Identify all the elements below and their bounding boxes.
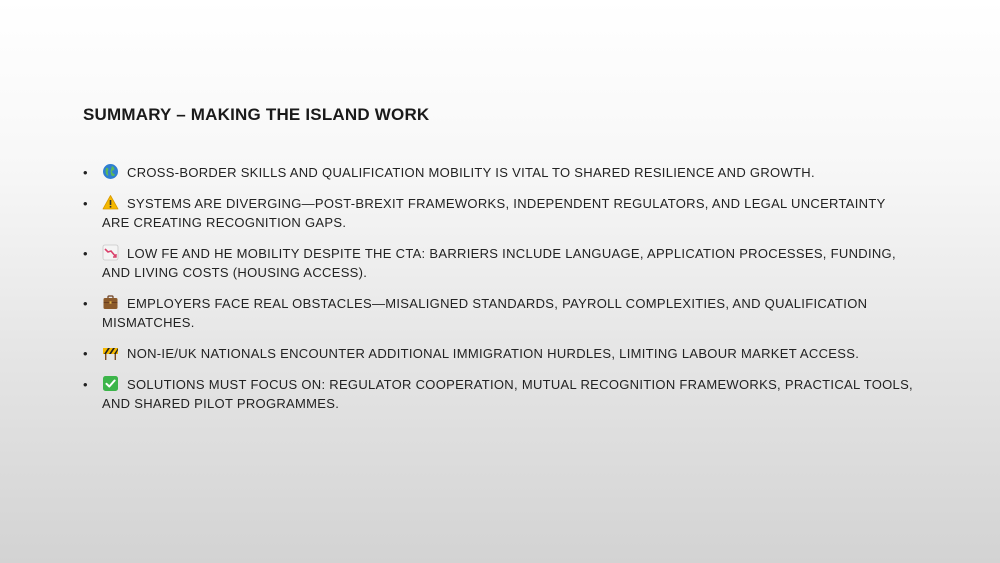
construction-barrier-icon xyxy=(102,344,119,361)
bullet-marker: • xyxy=(83,296,88,311)
bullet-marker: • xyxy=(83,246,88,261)
bullet-marker: • xyxy=(83,196,88,211)
bullet-item xyxy=(83,375,913,413)
bullet-text: SYSTEMS ARE DIVERGING—POST-BREXIT FRAMEWORKS, INDEPENDENT REGULATORS, AND LEGAL UNCERTAINTY ARE CREATING RECOGNITION GAPS. xyxy=(102,196,886,230)
bullet-item xyxy=(83,344,913,363)
bullet-text: CROSS-BORDER SKILLS AND QUALIFICATION MOBILITY IS VITAL TO SHARED RESILIENCE AND GROWTH. xyxy=(127,165,815,180)
bullet-text: LOW FE AND HE MOBILITY DESPITE THE CTA: BARRIERS INCLUDE LANGUAGE, APPLICATION PROCESSES, FUNDING, AND LIVING COSTS (HOUSING ACCESS). xyxy=(102,246,896,280)
bullet-item xyxy=(83,294,913,332)
slide-title: SUMMARY – MAKING THE ISLAND WORK xyxy=(83,105,430,124)
bullet-list xyxy=(83,163,913,425)
bullet-text: EMPLOYERS FACE REAL OBSTACLES—MISALIGNED STANDARDS, PAYROLL COMPLEXITIES, AND QUALIFICATION MISMATCHES. xyxy=(102,296,868,330)
briefcase-icon xyxy=(102,294,119,311)
warning-icon xyxy=(102,194,119,211)
bullet-marker: • xyxy=(83,377,88,392)
bullet-text: SOLUTIONS MUST FOCUS ON: REGULATOR COOPERATION, MUTUAL RECOGNITION FRAMEWORKS, PRACTICAL TOOLS, AND SHARED PILOT PROGRAMMES. xyxy=(102,377,913,411)
globe-icon xyxy=(102,163,119,180)
check-mark-icon xyxy=(102,375,119,392)
bullet-marker: • xyxy=(83,346,88,361)
bullet-item xyxy=(83,244,913,282)
bullet-marker: • xyxy=(83,165,88,180)
chart-decreasing-icon xyxy=(102,244,119,261)
bullet-text: NON-IE/UK NATIONALS ENCOUNTER ADDITIONAL IMMIGRATION HURDLES, LIMITING LABOUR MARKET ACCESS. xyxy=(127,346,860,361)
bullet-item xyxy=(83,163,913,182)
bullet-item xyxy=(83,194,913,232)
